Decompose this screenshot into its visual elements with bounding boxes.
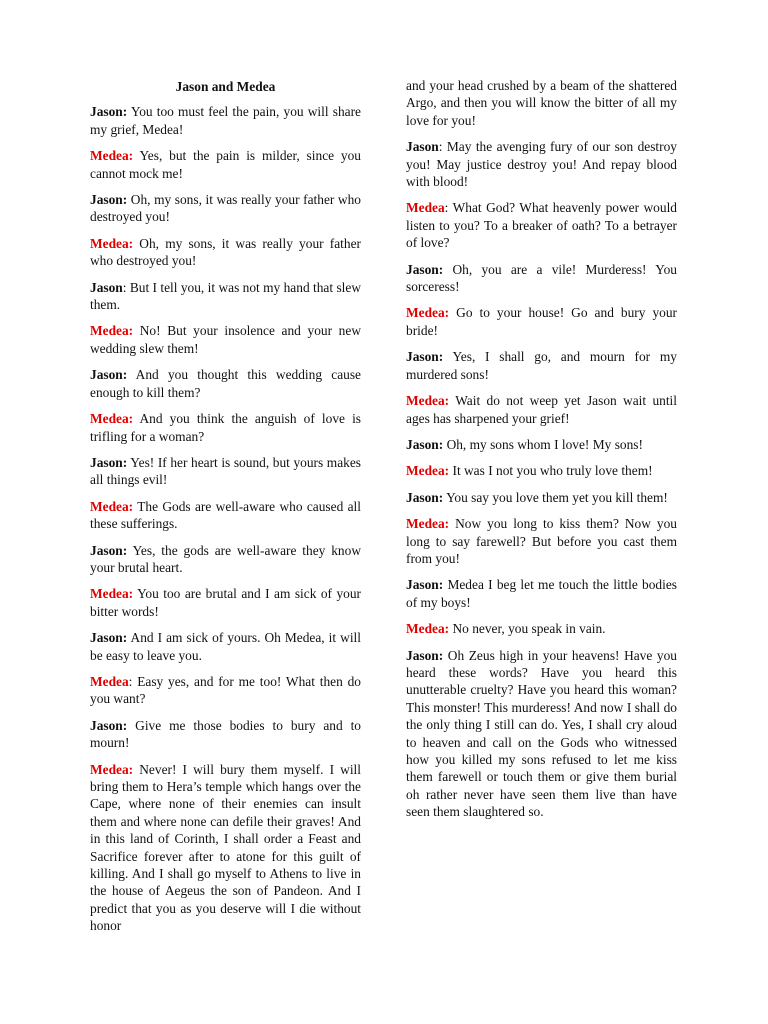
speaker-name: Jason: (90, 104, 128, 120)
dialogue-text: : What God? What heavenly power would listen to you? To a breaker of oath? To a betrayer of love? (406, 200, 677, 251)
page-title: Jason and Medea (175, 79, 276, 94)
dialogue-text: You too must feel the pain, you will share my grief, Medea! (90, 104, 361, 137)
dialogue-line (90, 103, 361, 138)
speaker-name: Medea: (406, 463, 450, 479)
dialogue-text: Oh, my sons, it was really your father who destroyed you! (90, 235, 361, 269)
dialogue-line (90, 498, 361, 533)
dialogue-text: Go to your house! Go and bury your bride! (406, 305, 677, 338)
dialogue-text: Wait do not weep yet Jason wait until ages has sharpened your grief! (406, 393, 677, 426)
speaker-name: Jason: (90, 717, 128, 733)
dialogue-text: : Easy yes, and for me too! What then do you want? (90, 673, 361, 707)
dialogue-text: Yes, the gods are well-aware they know your brutal heart. (90, 542, 361, 575)
speaker-name: Jason: (406, 349, 444, 365)
dialogue-text: and your head crushed by a beam of the shattered Argo, and then you will know the bitter of all my love for you! (406, 78, 677, 128)
speaker-name: Jason: (406, 577, 444, 593)
speaker-name: Medea: (90, 498, 134, 514)
dialogue-text: Yes! If her heart is sound, but yours makes all things evil! (90, 454, 361, 488)
dialogue-line (90, 761, 361, 935)
speaker-name: Jason: (90, 367, 128, 383)
dialogue-line (90, 717, 361, 752)
dialogue-line (406, 647, 677, 821)
dialogue-text: It was I not you who truly love them! (449, 463, 653, 479)
dialogue-text: And I am sick of yours. Oh Medea, it will be easy to leave you. (90, 630, 361, 663)
speaker-name: Medea: (90, 761, 134, 777)
dialogue-text: Medea I beg let me touch the little bodies of my boys! (406, 577, 677, 610)
speaker-name: Medea: (90, 411, 134, 427)
dialogue-list-right (406, 77, 677, 821)
dialogue-line (90, 542, 361, 577)
dialogue-line (406, 199, 677, 251)
dialogue-text: : But I tell you, it was not my hand that slew them. (90, 279, 361, 313)
dialogue-line (406, 576, 677, 611)
speaker-name: Medea: (90, 586, 134, 602)
dialogue-line (406, 436, 677, 453)
dialogue-line (90, 585, 361, 620)
speaker-name: Medea: (406, 621, 450, 637)
dialogue-line (90, 366, 361, 401)
dialogue-line (406, 620, 677, 637)
dialogue-text: No! But your insolence and your new wedding slew them! (90, 323, 361, 356)
speaker-name: Jason: (90, 542, 128, 558)
dialogue-line (406, 462, 677, 479)
dialogue-text: And you think the anguish of love is trifling for a woman? (90, 411, 361, 444)
speaker-name: Jason: (90, 630, 128, 646)
dialogue-line (406, 392, 677, 427)
speaker-name: Jason: (406, 436, 444, 452)
dialogue-text: Give me those bodies to bury and to mourn! (90, 717, 361, 751)
speaker-name: Jason: (406, 261, 444, 277)
dialogue-text: Yes, but the pain is milder, since you cannot mock me! (90, 148, 361, 181)
dialogue-text: Yes, I shall go, and mourn for my murdered sons! (406, 349, 677, 382)
dialogue-text: Oh, you are a vile! Murderess! You sorceress! (406, 261, 677, 295)
dialogue-line (90, 673, 361, 708)
speaker-name: Medea: (90, 235, 134, 251)
dialogue-line (406, 138, 677, 190)
dialogue-text: Oh, my sons, it was really your father who destroyed you! (90, 192, 361, 225)
dialogue-text: You too are brutal and I am sick of your bitter words! (90, 586, 361, 619)
dialogue-line (90, 454, 361, 489)
dialogue-text: : May the avenging fury of our son destroy you! May justice destroy you! And repay blood with blood! (406, 139, 677, 190)
dialogue-line (90, 191, 361, 226)
right-column (406, 0, 677, 830)
dialogue-line (90, 235, 361, 270)
speaker-name: Medea: (406, 516, 450, 532)
dialogue-line (406, 304, 677, 339)
dialogue-line (406, 515, 677, 567)
speaker-name: Medea (90, 673, 129, 689)
speaker-name: Medea: (90, 323, 134, 339)
speaker-name: Medea: (406, 305, 450, 321)
left-column (90, 0, 361, 944)
dialogue-line (406, 489, 677, 506)
dialogue-line (90, 147, 361, 182)
dialogue-list-left (90, 103, 361, 934)
dialogue-line (90, 629, 361, 664)
dialogue-line (90, 410, 361, 445)
speaker-name: Medea: (406, 393, 450, 409)
speaker-name: Jason: (90, 454, 128, 470)
speaker-name: Jason: (90, 192, 128, 208)
dialogue-text: You say you love them yet you kill them! (443, 489, 668, 505)
dialogue-text: And you thought this wedding cause enough to kill them? (90, 367, 361, 400)
dialogue-text: Oh Zeus high in your heavens! Have you heard these words? Have you heard this unutterable cruelty? Have you heard this woman? This monster! This murderess! And now I shall do the only thing I still can do. Yes, I shall cry aloud to heaven and call on the Gods who witnessed how you killed my sons refused to let me kiss them farewell or touch them or give them burial oh rather never have seen them live than have seen them slaughtered so. (406, 647, 677, 820)
dialogue-line (406, 348, 677, 383)
dialogue-text: Never! I will bury them myself. I will bring them to Hera’s temple which hangs over the Cape, where none of their enemies can insult them and where none can defile their graves! And in this land of Corinth, I shall order a Feast and Sacrifice forever after to atone for this guilt of killing. And I shall go myself to Athens to live in the house of Aegeus the son of Pandeon. And I predict that you as you deserve will I die without honor (90, 761, 361, 934)
dialogue-line (406, 77, 677, 129)
dialogue-line (406, 261, 677, 296)
dialogue-line (90, 322, 361, 357)
speaker-name: Jason (90, 279, 123, 295)
dialogue-text: The Gods are well-aware who caused all these sufferings. (90, 498, 361, 532)
speaker-name: Jason: (406, 489, 444, 505)
speaker-name: Jason: (406, 647, 444, 663)
dialogue-line (90, 279, 361, 314)
dialogue-text: Now you long to kiss them? Now you long to say farewell? But before you cast them from you! (406, 516, 677, 566)
speaker-name: Medea: (90, 148, 134, 164)
speaker-name: Jason (406, 139, 439, 155)
speaker-name: Medea (406, 200, 445, 216)
dialogue-text: No never, you speak in vain. (449, 621, 606, 637)
dialogue-text: Oh, my sons whom I love! My sons! (443, 436, 643, 452)
